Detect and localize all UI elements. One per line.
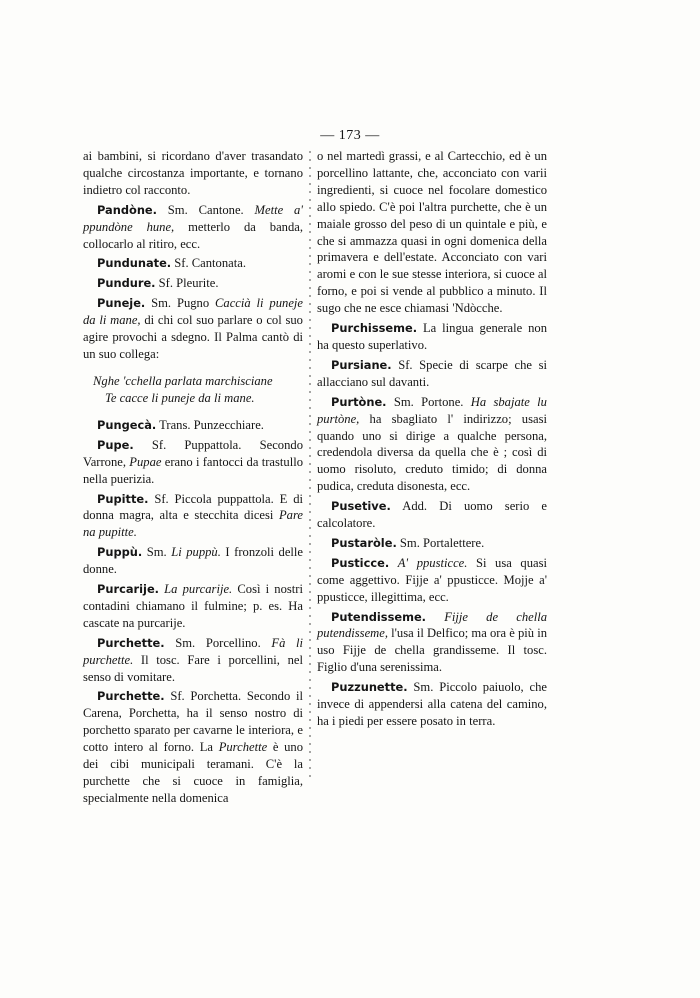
entry-example: Pare na pupitte. — [83, 508, 303, 540]
entry-headword: Pungecà. — [97, 417, 157, 432]
entry-headword: Purchette. — [97, 635, 165, 650]
entry-headword: Pursiane. — [331, 357, 392, 372]
entry-definition: Sf. Piccola puppattola. E di donna magra, alta e stecchita dicesi — [83, 491, 303, 523]
entry-headword: Putendisseme. — [331, 609, 427, 624]
column-divider — [307, 148, 313, 778]
entry-headword: Pupitte. — [97, 491, 149, 506]
entry-headword: Pupe. — [97, 437, 134, 452]
entry-headword: Pandòne. — [97, 202, 157, 217]
entry-headword: Pundunate. — [97, 256, 172, 271]
dictionary-entry — [83, 635, 303, 686]
entry-example: Purchette — [218, 740, 268, 755]
entry-definition: Sm. — [142, 545, 172, 560]
entry-gloss: Così i nostri contadini chiamano il fulmine; p. es. Ha cascate na purcarije. — [83, 582, 303, 630]
dictionary-entry — [317, 320, 547, 354]
dictionary-entry — [83, 437, 303, 488]
dictionary-entry — [83, 544, 303, 578]
entry-example: A' ppusticce. — [397, 555, 468, 570]
dictionary-entry — [317, 555, 547, 606]
dictionary-entry — [317, 609, 547, 677]
entry-gloss: di chi col suo parlare o col suo agire provochi a sdegno. Il Palma cantò di un suo collega: — [83, 313, 303, 361]
entry-definition: Sf. Porchetta. Secondo il Carena, Porchetta, ha il senso nostro di porchetto sparato per cavarne le interiora, e cotto intero al forno. La — [83, 689, 303, 755]
entry-gloss: Il tosc. Fare i porcellini, nel senso di vomitare. — [83, 652, 303, 684]
dictionary-entry — [317, 535, 547, 552]
right-column — [317, 148, 547, 733]
dictionary-entry — [83, 275, 303, 292]
entry-example: La purcarije. — [164, 582, 233, 597]
entry-definition — [426, 610, 444, 624]
page-number: — 173 — — [320, 128, 380, 143]
entry-headword: Purcarije. — [97, 582, 159, 597]
dictionary-entry — [83, 581, 303, 632]
entry-definition: Sm. Porcellino. — [164, 635, 272, 650]
entry-definition: La lingua generale non ha questo superlativo. — [317, 321, 547, 352]
entry-definition — [389, 556, 398, 570]
verse-quote — [83, 373, 303, 407]
entry-definition: Sm. Portalettere. — [396, 535, 485, 550]
dictionary-entry — [83, 491, 303, 542]
entry-example: Fà li purchette. — [83, 635, 303, 667]
dictionary-entry — [317, 498, 547, 532]
entry-definition: Sf. Puppattola. Secondo Varrone, — [83, 437, 303, 469]
entry-gloss: Si usa quasi come aggettivo. Fijje a' ppusticce. Mojje a' ppusticce, illegittima, ecc. — [317, 555, 547, 604]
entry-headword: Pundure. — [97, 276, 156, 291]
dictionary-entry — [317, 394, 547, 495]
entry-example: Pupae — [129, 454, 162, 469]
entry-example: Mette a' ppundòne hune, — [83, 202, 303, 234]
entry-headword: Purchisseme. — [331, 321, 418, 336]
dictionary-entry — [83, 295, 303, 363]
entry-gloss: l'usa il Delfico; ma ora è più in uso Fijje de chella grandisseme. Il tosc. Figlio d'una serenissima. — [317, 626, 547, 675]
entry-gloss: è uno dei cibi municipali teramani. C'è la purchette che si cuoce in famiglia, specialmente nella domenica — [83, 740, 303, 805]
left-intro-text: ai bambini, si ricordano d'aver trasandato qualche circostanza importante, e tornano indietro col racconto. — [83, 149, 303, 197]
verse-line: Te cacce li puneje da li mane. — [105, 390, 255, 405]
entry-definition: Sm. Pugno — [145, 296, 216, 311]
entry-headword: Pusetive. — [331, 499, 391, 514]
entry-gloss: erano i fantocci da trastullo nella puerizia. — [83, 454, 303, 486]
entry-headword: Pustaròle. — [331, 535, 397, 550]
entry-example: Caccià li puneje da li mane, — [83, 296, 303, 328]
left-column — [83, 148, 303, 810]
entry-headword: Purchette. — [97, 689, 165, 704]
entry-example: Fijje de chella putendisseme, — [317, 609, 547, 641]
entry-headword: Pusticce. — [331, 555, 390, 570]
entry-gloss: metterlo da banda, collocarlo al ritiro, ecc. — [83, 219, 303, 251]
verse-line: Nghe 'cchella parlata marchisciane — [93, 373, 273, 388]
entry-headword: Puneje. — [97, 296, 146, 311]
entry-definition: Sf. Cantonata. — [171, 256, 246, 271]
entry-headword: Puppù. — [97, 545, 143, 560]
dictionary-entry — [83, 417, 303, 434]
entry-definition: Sf. Pleurite. — [155, 276, 219, 291]
right-intro-text: o nel martedì grassi, e al Cartecchio, ed è un porcellino lattante, che, acconciato con varii ingredienti, si cuoce nel focolare domestico allo spiedo. C'è poi l'altra purchette, che è un maiale grosso del peso di un quintale e più, e che si ammazza quasi in ogni domenica della primavera e dell'estate. Acconciato con vari aromi e con le sue stesse interiora, si cuoce al forno, e poi si vende al pubblico a minuto. Il sugo che ne esce chiamasi 'Ndòcche. — [317, 149, 547, 316]
entry-definition: Trans. Punzecchiare. — [156, 417, 264, 432]
entry-definition: Sf. Specie di scarpe che si allacciano sul davanti. — [317, 357, 547, 389]
entry-definition: Sm. Piccolo paiuolo, che invece di appendersi alla catena del camino, ha i piedi per essere posato in terra. — [317, 680, 547, 728]
entry-gloss: I fronzoli delle donne. — [83, 545, 304, 577]
entry-definition: Add. Di uomo serio e calcolatore. — [317, 499, 547, 531]
entry-headword: Purtòne. — [331, 394, 387, 409]
dictionary-entry — [83, 255, 303, 272]
dictionary-entry — [83, 202, 303, 253]
entry-gloss: ha sbagliato l' indirizzo; usasi quando uno si dirige a qualche persona, credendola diversa da quella che è ; così di uomo risoluto, creduto timido; di donna pudica, creduta disonesta, ecc. — [317, 411, 547, 494]
dictionary-entry — [317, 679, 547, 730]
entry-definition: Sm. Portone. — [386, 394, 471, 409]
entry-example: Li puppù. — [171, 545, 221, 560]
entry-example: Ha sbajate lu purtòne, — [317, 394, 547, 426]
dictionary-entry — [83, 688, 303, 806]
dictionary-entry — [317, 357, 547, 391]
entry-headword: Puzzunette. — [331, 680, 408, 695]
entry-definition: Sm. Cantone. — [156, 202, 255, 217]
